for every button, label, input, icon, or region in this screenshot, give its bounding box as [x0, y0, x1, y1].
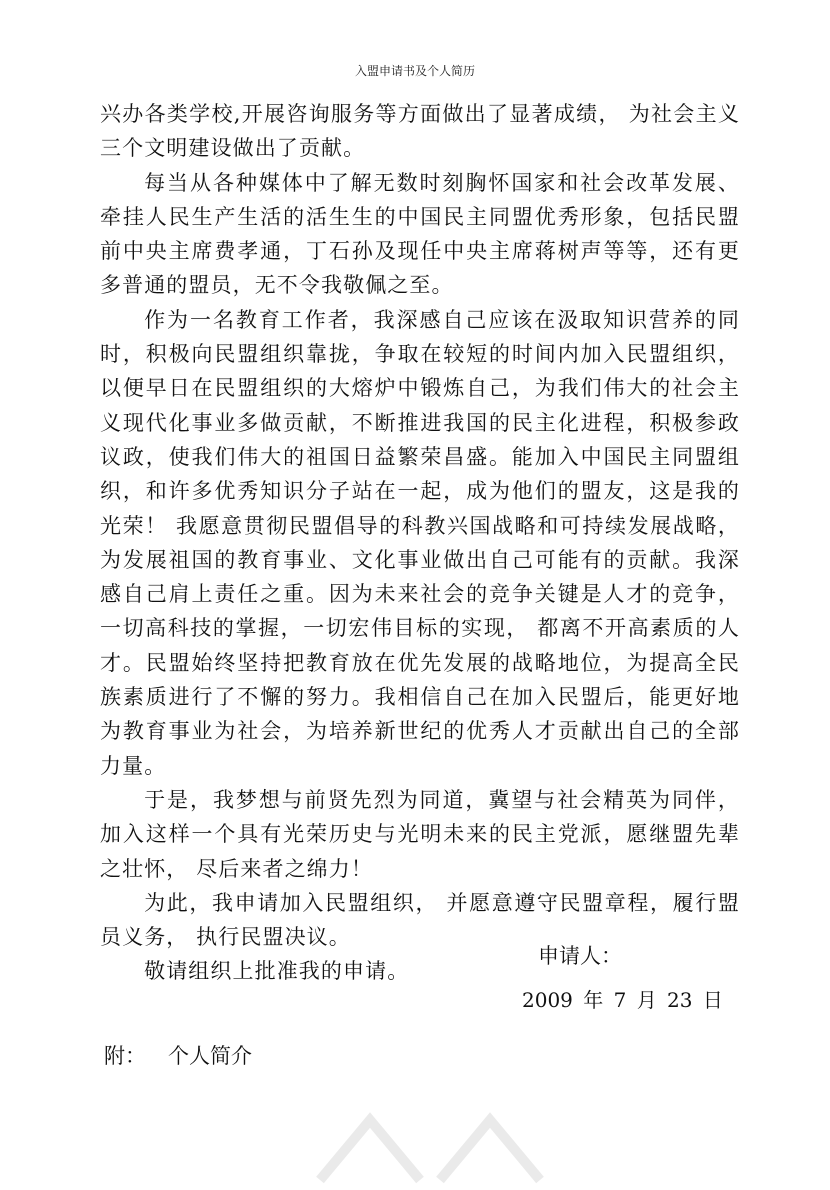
signature-date: 2009 年 7 月 23 日 [522, 988, 723, 1012]
attachment-item: 个人简介 [168, 1044, 252, 1068]
paragraph-aspiration: 于是，我梦想与前贤先烈为同道，冀望与社会精英为同伴，加入这样一个具有光荣历史与光明未来的民主党派，愿继盟先辈之壮怀， 尽后来者之绵力！ [100, 787, 740, 881]
applicant-label: 申请人： [538, 944, 622, 968]
page-header: 入盟申请书及个人简历 [354, 64, 475, 78]
attachment-label: 附： [104, 1044, 146, 1068]
letter-body [100, 97, 740, 989]
paragraph-request: 敬请组织上批准我的申请。 [144, 959, 410, 984]
paragraph-continuation: 兴办各类学校,开展咨询服务等方面做出了显著成绩， 为社会主义三个文明建设做出了贡献。 [100, 102, 740, 161]
watermark-mark [300, 1100, 560, 1190]
paragraph-admiration: 每当从各种媒体中了解无数时刻胸怀国家和社会改革发展、牵挂人民生产生活的活生生的中国民主同盟优秀形象，包括民盟前中央主席费孝通，丁石孙及现任中央主席蒋树声等等，还有更多普通的盟员，无不令我敬佩之至。 [100, 170, 740, 298]
paragraph-motivation: 作为一名教育工作者，我深感自己应该在汲取知识营养的同时，积极向民盟组织靠拢，争取在较短的时间内加入民盟组织，以便早日在民盟组织的大熔炉中锻炼自己，为我们伟大的社会主义现代化事业多做贡献，不断推进我国的民主化进程，积极参政议政，使我们伟大的祖国日益繁荣昌盛。能加入中国民主同盟组织，和许多优秀知识分子站在一起，成为他们的盟友，这是我的光荣！ 我愿意贯彻民盟倡导的科教兴国战略和可持续发展战略，为发展祖国的教育事业、文化事业做出自己可能有的贡献。我深感自己肩上责任之重。因为未来社会的竞争关键是人才的竞争，一切高科技的掌握，一切宏伟目标的实现， 都离不开高素质的人才。民盟始终坚持把教育放在优先发展的战略地位，为提高全民族素质进行了不懈的努力。我相信自己在加入民盟后，能更好地为教育事业为社会，为培养新世纪的优秀人才贡献出自己的全部力量。 [100, 307, 740, 778]
paragraph-application: 为此，我申请加入民盟组织， 并愿意遵守民盟章程，履行盟员义务， 执行民盟决议。 [100, 890, 740, 950]
attachment-line [104, 1040, 252, 1070]
